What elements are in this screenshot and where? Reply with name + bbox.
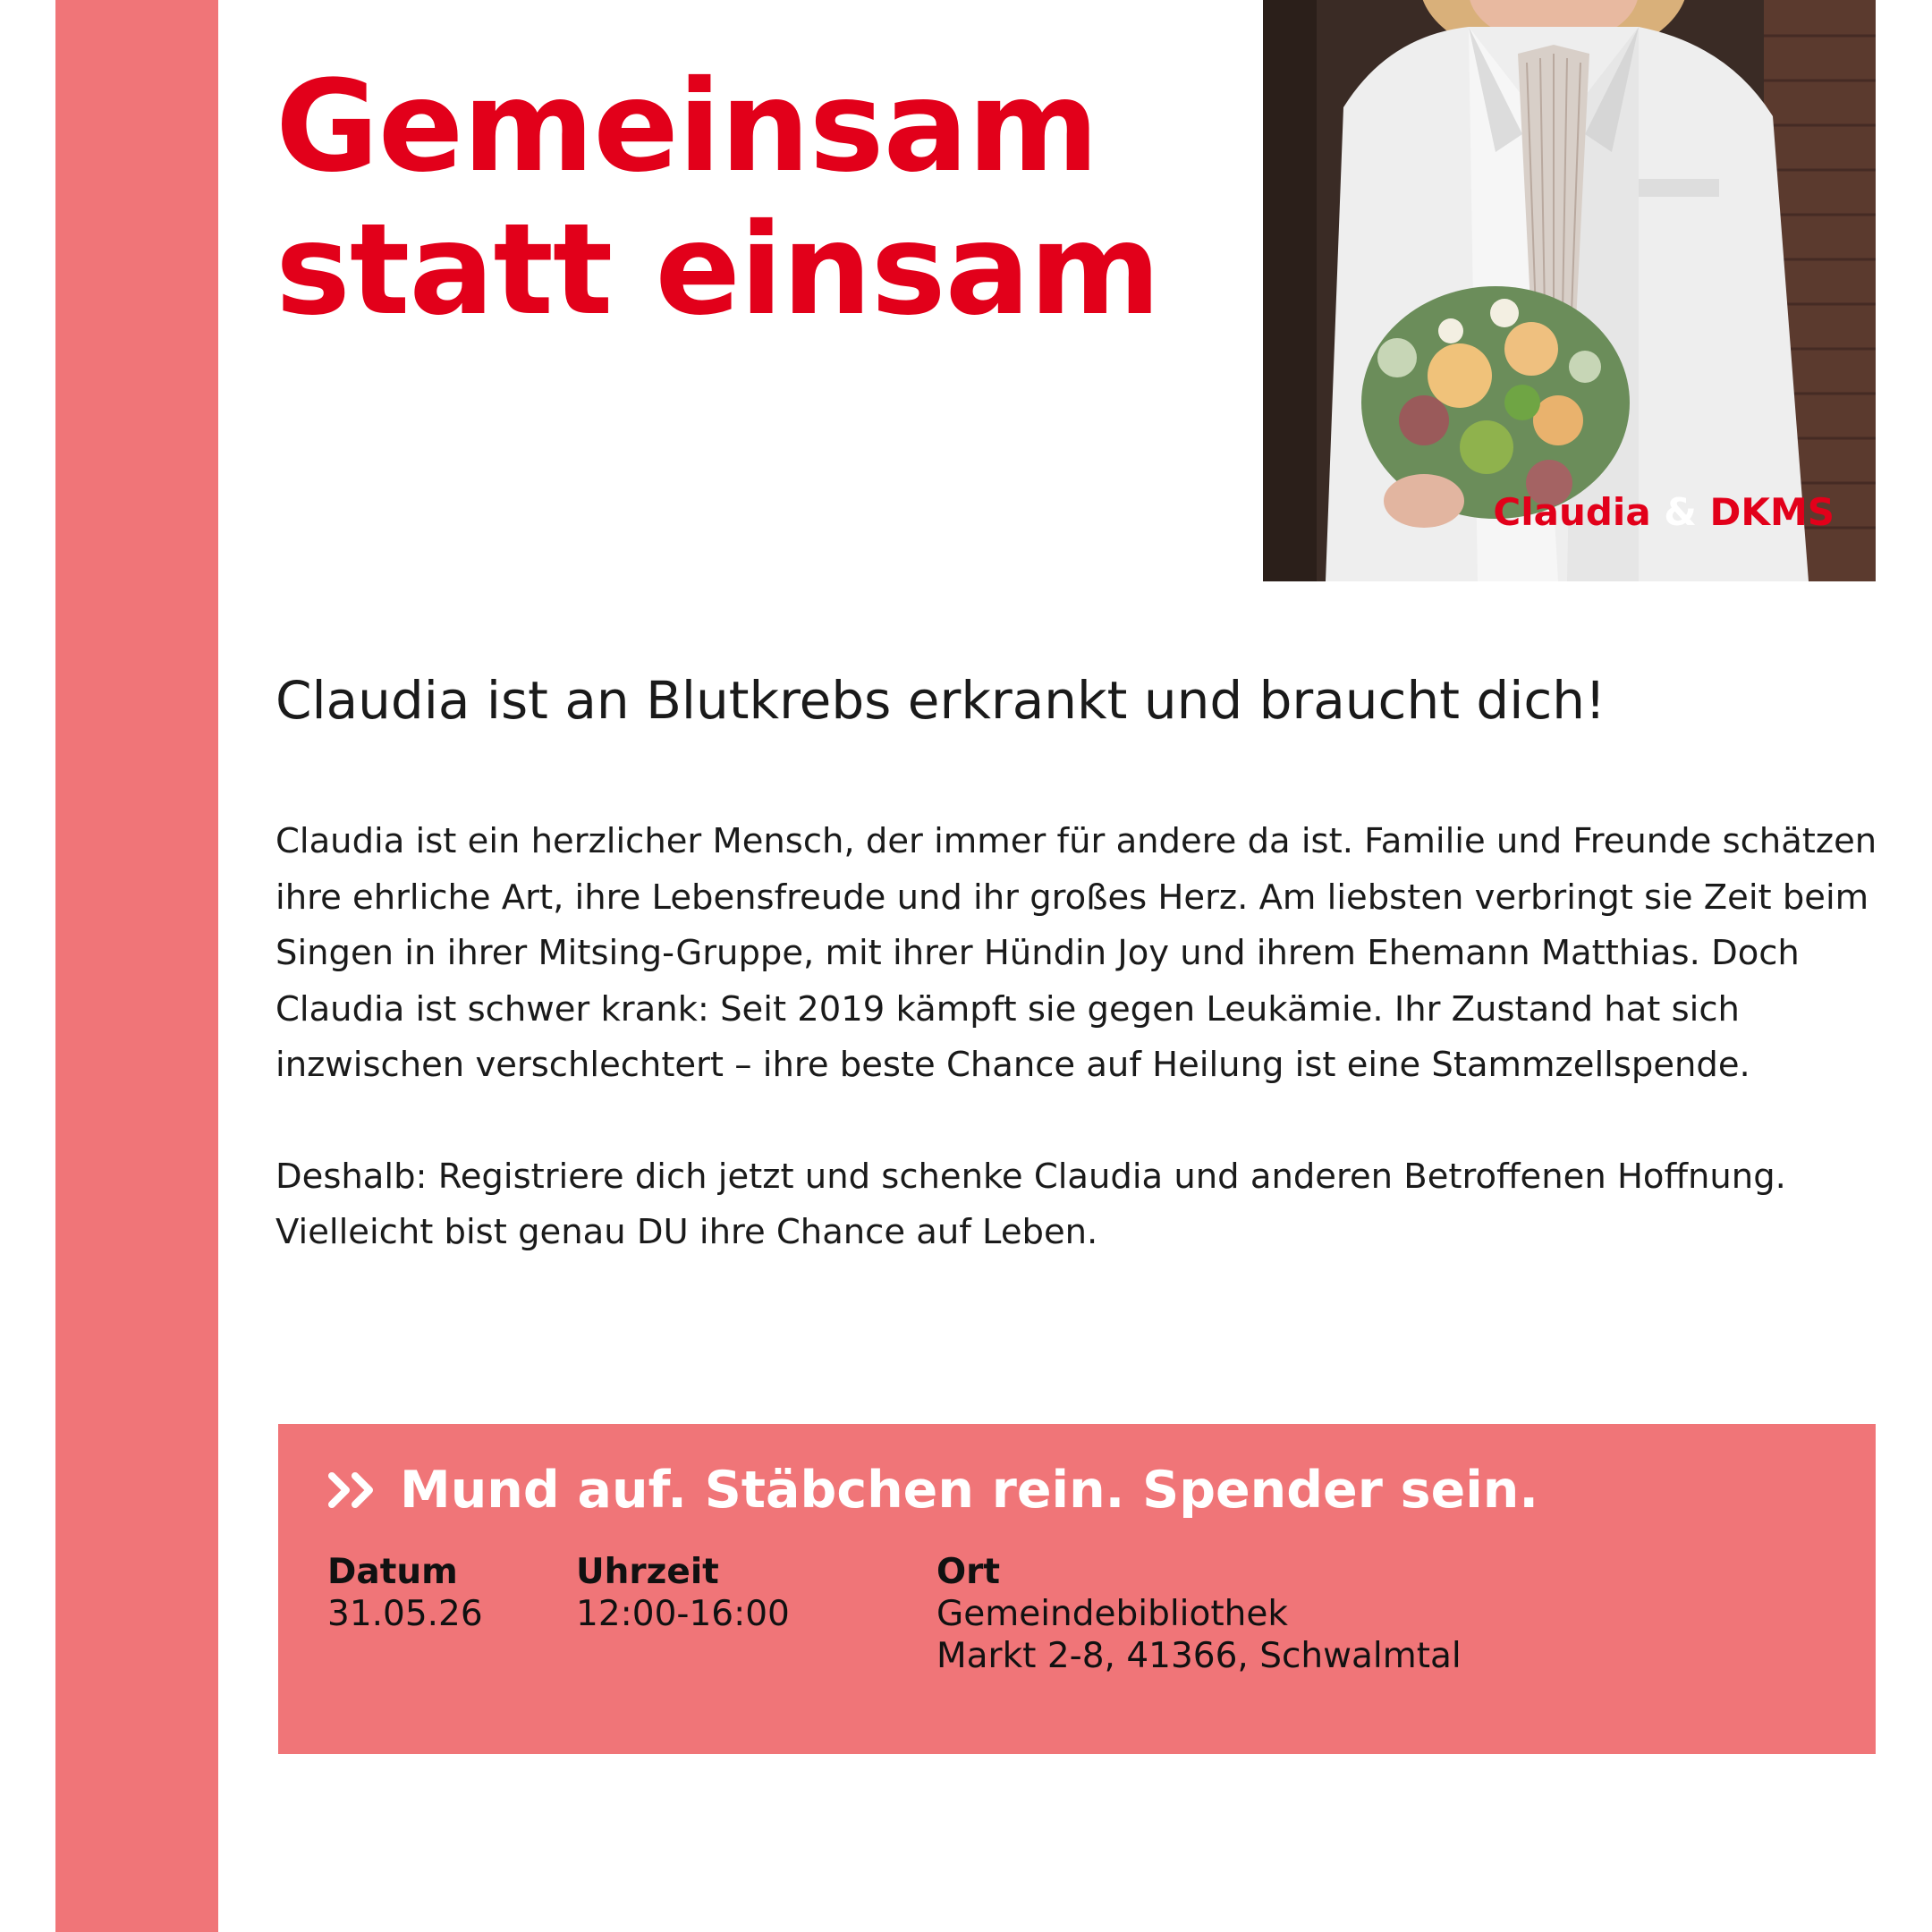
- patient-photo: [1263, 0, 1876, 581]
- location-label: Ort: [936, 1552, 1001, 1592]
- location-line-1: Gemeindebibliothek: [936, 1594, 1288, 1634]
- title-line-2: statt einsam: [275, 197, 1160, 343]
- story-paragraph-2: Deshalb: Registriere dich jetzt und schenke Claudia und anderen Betroffenen Hoffnung. Vielleicht bist genau DU ihre Chance auf Leben.: [275, 1156, 1786, 1252]
- event-info-box: [278, 1424, 1876, 1754]
- title-line-1: Gemeinsam: [275, 54, 1098, 200]
- side-stripe: [55, 0, 218, 1932]
- double-chevron-right-icon: [326, 1464, 378, 1521]
- page-title: [275, 55, 1215, 342]
- subheadline: Claudia ist an Blutkrebs erkrankt und braucht dich!: [275, 670, 1606, 731]
- date-label: Datum: [327, 1552, 458, 1592]
- caption-ampersand: &: [1664, 490, 1697, 534]
- caption-name: Claudia: [1493, 490, 1651, 534]
- caption-org: DKMS: [1709, 490, 1835, 534]
- photo-caption: [1493, 490, 1835, 535]
- time-label: Uhrzeit: [576, 1552, 719, 1592]
- event-headline: [326, 1462, 1538, 1521]
- event-slogan: Mund auf. Stäbchen rein. Spender sein.: [400, 1461, 1539, 1520]
- story-paragraph-1: Claudia ist ein herzlicher Mensch, der immer für andere da ist. Familie und Freunde schätzen ihre ehrliche Art, ihre Lebensfreude und ihr großes Herz. Am liebsten verbringt sie Zeit beim Singen in ihrer Mitsing-Gruppe, mit ihrer Hündin Joy und ihrem Ehemann Matthias. Doch Claudia ist schwer krank: Seit 2019 kämpft sie gegen Leukämie. Ihr Zustand hat sich inzwischen verschlechtert – ihre beste Chance auf Heilung ist eine Stammzellspende.: [275, 821, 1877, 1085]
- story-text: [275, 814, 1881, 1261]
- location-line-2: Markt 2-8, 41366, Schwalmtal: [936, 1636, 1462, 1676]
- date-value: 31.05.26: [327, 1594, 483, 1634]
- time-value: 12:00-16:00: [576, 1594, 790, 1634]
- event-date: [327, 1551, 483, 1635]
- event-time: [576, 1551, 790, 1635]
- event-location: [936, 1551, 1462, 1677]
